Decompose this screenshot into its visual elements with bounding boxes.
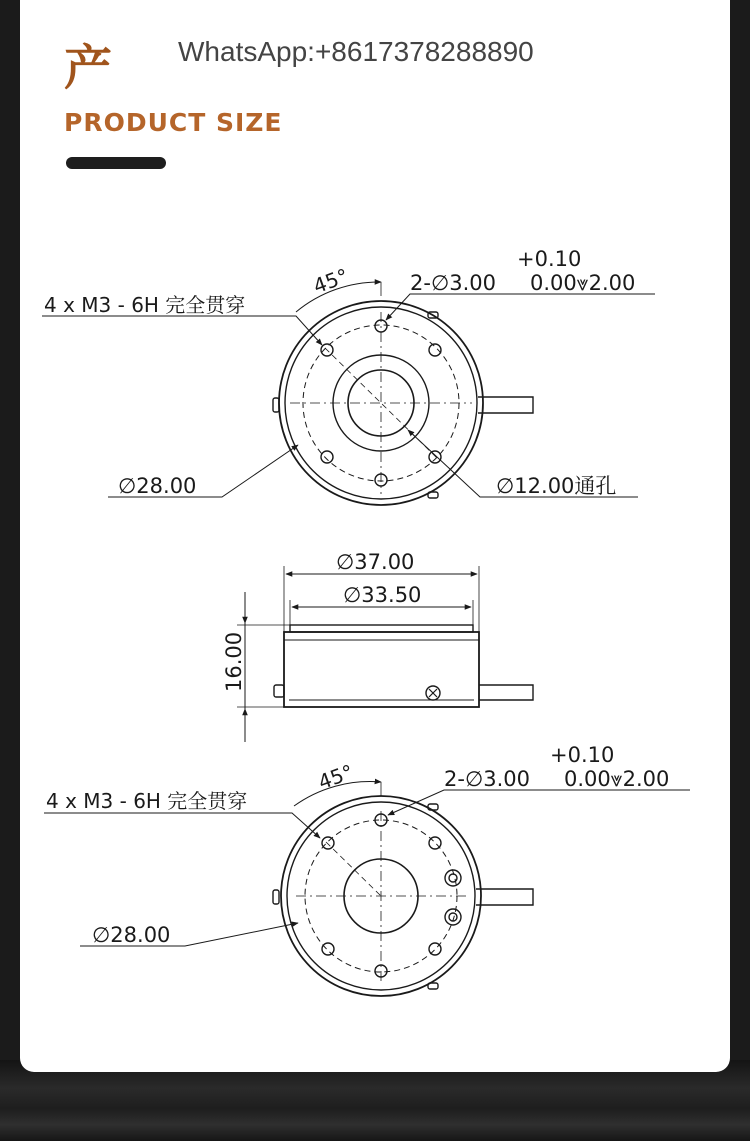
pinhole-leader — [386, 294, 655, 320]
top-tol-upper: +0.10 — [517, 247, 582, 271]
connector-screw-lower — [445, 909, 461, 925]
section-subtitle: PRODUCT SIZE — [64, 108, 283, 137]
bottom-pinhole-label: 2-∅3.00 — [444, 767, 530, 791]
bottom-cable-stub — [476, 889, 533, 905]
bottom-tol-upper: +0.10 — [550, 743, 615, 767]
bottom-thread-label: 4 x M3 - 6H 完全贯穿 — [46, 789, 248, 813]
top-tol-lower-depth: 0.00⩔2.00 — [530, 271, 636, 295]
top-thread-label: 4 x M3 - 6H 完全贯穿 — [44, 293, 246, 317]
side-body — [284, 632, 479, 707]
top-angle-label: 45° — [309, 263, 352, 299]
hole-upper-right — [429, 344, 441, 356]
header-title-char: 产 — [64, 40, 113, 96]
top-pcd-label: ∅28.00 — [118, 474, 197, 498]
side-outer-dia-label: ∅37.00 — [336, 550, 415, 574]
bottom-pcd-label: ∅28.00 — [92, 923, 171, 947]
side-screw-left — [273, 398, 279, 412]
bottom-angle-label: 45° — [314, 759, 357, 795]
side-top-lip — [290, 625, 473, 632]
bottom-hole-upper-right — [429, 837, 441, 849]
bottom-hole-lower-left — [322, 943, 334, 955]
side-left-screw — [274, 685, 284, 697]
whatsapp-watermark: WhatsApp:+8617378288890 — [178, 36, 534, 67]
bottom-side-screw-left — [273, 890, 279, 904]
cable-stub — [478, 397, 533, 413]
bottom-view — [44, 782, 690, 996]
bottom-hole-lower-right — [429, 943, 441, 955]
side-height-label: 16.00 — [222, 631, 246, 692]
bottom-hole-upper-left — [322, 837, 334, 849]
bottom-tol-lower-depth: 0.00⩔2.00 — [564, 767, 670, 791]
bottom-thread-leader — [44, 813, 320, 838]
top-pinhole-label: 2-∅3.00 — [410, 271, 496, 295]
side-cable — [479, 685, 533, 700]
thread-leader — [42, 316, 322, 345]
top-bore-label: ∅12.00通孔 — [496, 474, 617, 498]
hole-lower-right — [429, 451, 441, 463]
hole-lower-left — [321, 451, 333, 463]
side-inner-dia-label: ∅33.50 — [343, 583, 422, 607]
